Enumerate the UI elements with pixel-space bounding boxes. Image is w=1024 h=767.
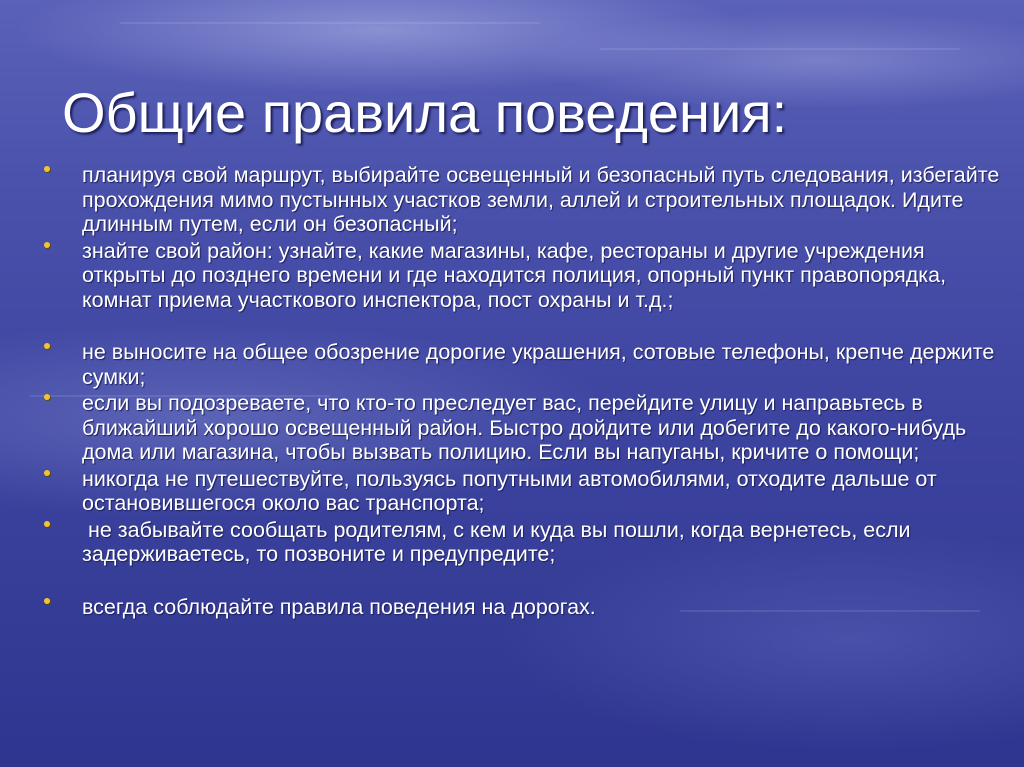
- bullet-text: всегда соблюдайте правила поведения на дорогах.: [82, 594, 596, 619]
- bullet-item-pursuit: [44, 391, 1004, 465]
- bullet-item-route: [44, 163, 1004, 237]
- bullet-item-valuables: [44, 340, 1004, 389]
- background-streak: [120, 22, 540, 24]
- bullet-text: если вы подозреваете, что кто-то преследует вас, перейдите улицу и направьтесь в ближайший хорошо освещенный район. Быстро дойдите или добегите до какого-нибудь дома или магазина, чтобы вызвать полицию. Если вы напуганы, кричите о помощи;: [82, 391, 967, 464]
- bullet-dot-icon: [44, 394, 50, 400]
- bullet-dot-icon: [44, 470, 50, 476]
- bullet-dot-icon: [44, 166, 50, 172]
- bullet-dot-icon: [44, 521, 50, 527]
- background-streak: [600, 48, 960, 50]
- bullet-text: никогда не путешествуйте, пользуясь попутными автомобилями, отходите дальше от остановившегося около вас транспорта;: [82, 466, 937, 515]
- bullet-dot-icon: [44, 242, 50, 248]
- bullet-text: не выносите на общее обозрение дорогие украшения, сотовые телефоны, крепче держите сумки;: [82, 340, 995, 389]
- bullet-text: знайте свой район: узнайте, какие магазины, кафе, рестораны и другие учреждения открыты до позднего времени и где находится полиция, опорный пункт правопорядка, комнат приема участкового инспектора, пост охраны и т.д.;: [82, 238, 947, 312]
- bullet-item-parents: [44, 518, 1004, 567]
- bullet-dot-icon: [44, 598, 50, 604]
- bullet-item-district: [44, 239, 1004, 313]
- bullet-list: [44, 163, 1004, 619]
- bullet-dot-icon: [44, 343, 50, 349]
- bullet-text: планируя свой маршрут, выбирайте освещенный и безопасный путь следования, избегайте прохождения мимо пустынных участков земли, аллей и строительных площадок. Идите длинным путем, если он безопасный;: [82, 163, 1000, 236]
- bullet-item-hitchhiking: [44, 467, 1004, 516]
- bullet-text: не забывайте сообщать родителям, с кем и куда вы пошли, когда вернетесь, если задерживаетесь, то позвоните и предупредите;: [82, 517, 917, 566]
- slide-title: Общие правила поведения:: [62, 81, 788, 144]
- bullet-item-roads: [44, 595, 1004, 620]
